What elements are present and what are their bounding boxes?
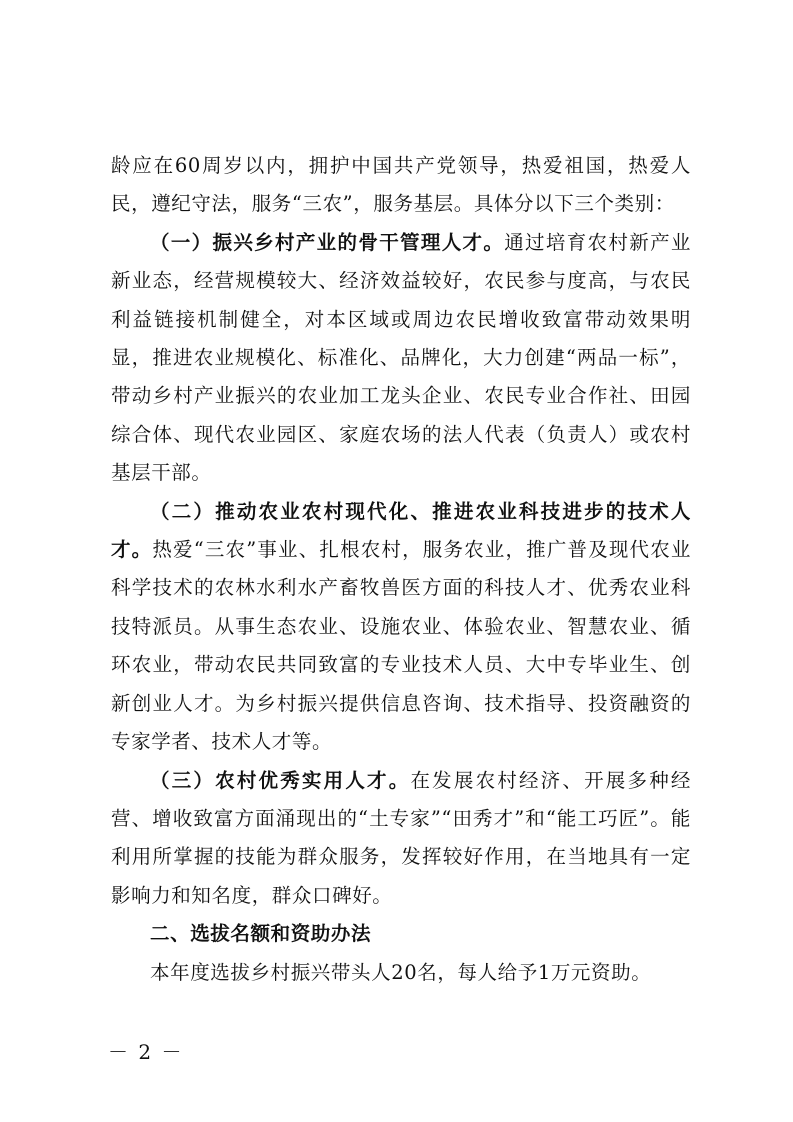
category-one-title: （一）振兴乡村产业的骨干管理人才。 — [150, 230, 505, 254]
paragraph-category-two — [111, 493, 691, 762]
page-number: － 2 － — [108, 1040, 184, 1064]
paragraph-text: 龄应在60周岁以内，拥护中国共产党领导，热爱祖国，热爱人民，遵纪守法，服务“三农”，服务基层。具体分以下三个类别： — [111, 154, 691, 216]
paragraph-category-one — [111, 224, 691, 493]
category-three-title: （三）农村优秀实用人才。 — [150, 768, 411, 792]
paragraph-text: 在发展农村经济、开展多种经营、增收致富方面涌现出的“土专家”“田秀才”和“能工巧匠”。能利用所掌握的技能为群众服务，发挥较好作用，在当地具有一定影响力和知名度，群众口碑好。 — [111, 768, 691, 907]
paragraph-text: 热爱“三农”事业、扎根农村，服务农业，推广普及现代农业科学技术的农林水利水产畜牧兽医方面的科技人才、优秀农业科技特派员。从事生态农业、设施农业、体验农业、智慧农业、循环农业，带动农民共同致富的专业技术人员、大中专毕业生、创新创业人才。为乡村振兴提供信息咨询、技术指导、投资融资的专家学者、技术人才等。 — [111, 538, 691, 754]
category-two-title: （二）推动农业农村现代化、推进农业科技进步的技术人才。 — [111, 499, 691, 562]
paragraph-text: 通过培育农村新产业新业态，经营规模较大、经济效益较好，农民参与度高，与农民利益链接机制健全，对本区域或周边农民增收致富带动效果明显，推进农业规模化、标准化、品牌化，大力创建“两品一标”，带动乡村产业振兴的农业加工龙头企业、农民专业合作社、田园综合体、现代农业园区、家庭农场的法人代表（负责人）或农村基层干部。 — [111, 230, 692, 485]
paragraph-quota: 本年度选拔乡村振兴带头人20名，每人给予1万元资助。 — [150, 960, 652, 984]
body-text — [111, 147, 691, 992]
paragraph-category-three — [111, 762, 691, 916]
paragraph-eligibility — [111, 147, 691, 224]
section-heading: 二、选拔名额和资助办法 — [150, 922, 372, 946]
